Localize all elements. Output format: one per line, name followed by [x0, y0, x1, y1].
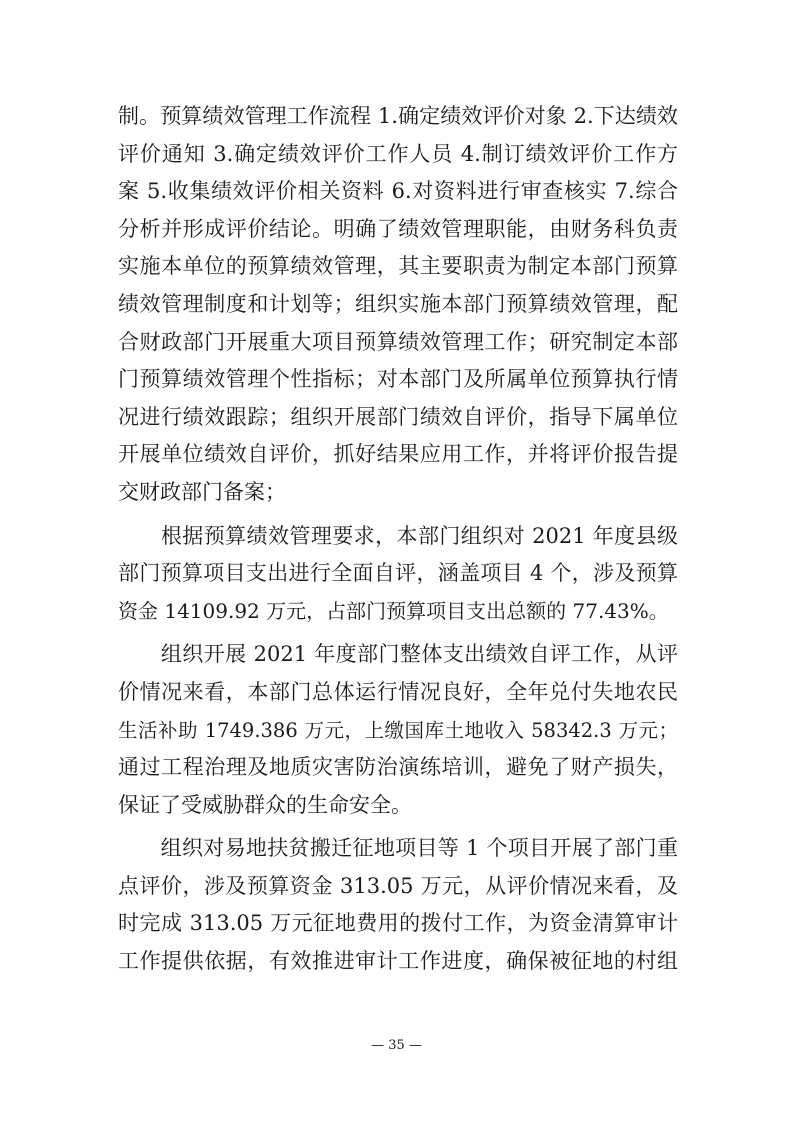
text-line: 门预算绩效管理个性指标；对本部门及所属单位预算执行情 — [118, 367, 678, 392]
text-line: 组织对易地扶贫搬迁征地项目等 1 个项目开展了部门重 — [118, 836, 678, 861]
text-line: 价情况来看，本部门总体运行情况良好，全年兑付失地农民 — [118, 679, 678, 704]
text-line: 案 5.收集绩效评价相关资料 6.对资料进行审查核实 7.综合 — [118, 179, 678, 204]
page-number: — 35 — — [371, 1038, 422, 1053]
text-line: 资金 14109.92 万元，占部门预算项目支出总额的 77.43%。 — [118, 598, 669, 623]
text-line: 绩效管理制度和计划等；组织实施本部门预算绩效管理，配 — [118, 291, 678, 316]
paragraph-key-evaluation — [118, 830, 678, 980]
paragraph-self-evaluation — [118, 518, 678, 631]
text-line: 工作提供依据，有效推进审计工作进度，确保被征地的村组 — [118, 949, 678, 974]
text-line: 开展单位绩效自评价，抓好结果应用工作，并将评价报告提 — [118, 442, 678, 467]
text-line: 分析并形成评价结论。明确了绩效管理职能，由财务科负责 — [118, 216, 678, 241]
paragraph-workflow — [118, 98, 678, 512]
text-line: 制。预算绩效管理工作流程 1.确定绩效评价对象 2.下达绩效 — [118, 104, 678, 128]
text-line: 通过工程治理及地质灾害防治演练培训，避免了财产损失， — [118, 755, 678, 780]
text-line: 组织开展 2021 年度部门整体支出绩效自评工作，从评 — [118, 642, 678, 667]
text-line: 根据预算绩效管理要求，本部门组织对 2021 年度县级 — [118, 523, 678, 548]
text-line: 实施本单位的预算绩效管理，其主要职责为制定本部门预算 — [118, 254, 678, 279]
text-line: 况进行绩效跟踪；组织开展部门绩效自评价，指导下属单位 — [118, 404, 678, 429]
text-line: 生活补助 1749.386 万元，上缴国库土地收入 58342.3 万元； — [118, 718, 678, 742]
body-text — [118, 98, 678, 981]
text-line: 交财政部门备案； — [118, 479, 286, 504]
paragraph-overall-expenditure — [118, 636, 678, 824]
text-line: 合财政部门开展重大项目预算绩效管理工作；研究制定本部 — [118, 329, 678, 354]
text-line: 保证了受威胁群众的生命安全。 — [118, 792, 412, 817]
text-line: 部门预算项目支出进行全面自评，涵盖项目 4 个，涉及预算 — [118, 561, 678, 586]
text-line: 点评价，涉及预算资金 313.05 万元，从评价情况来看，及 — [118, 873, 678, 898]
text-line: 时完成 313.05 万元征地费用的拨付工作，为资金清算审计 — [118, 911, 678, 936]
text-line: 评价通知 3.确定绩效评价工作人员 4.制订绩效评价工作方 — [118, 141, 678, 166]
